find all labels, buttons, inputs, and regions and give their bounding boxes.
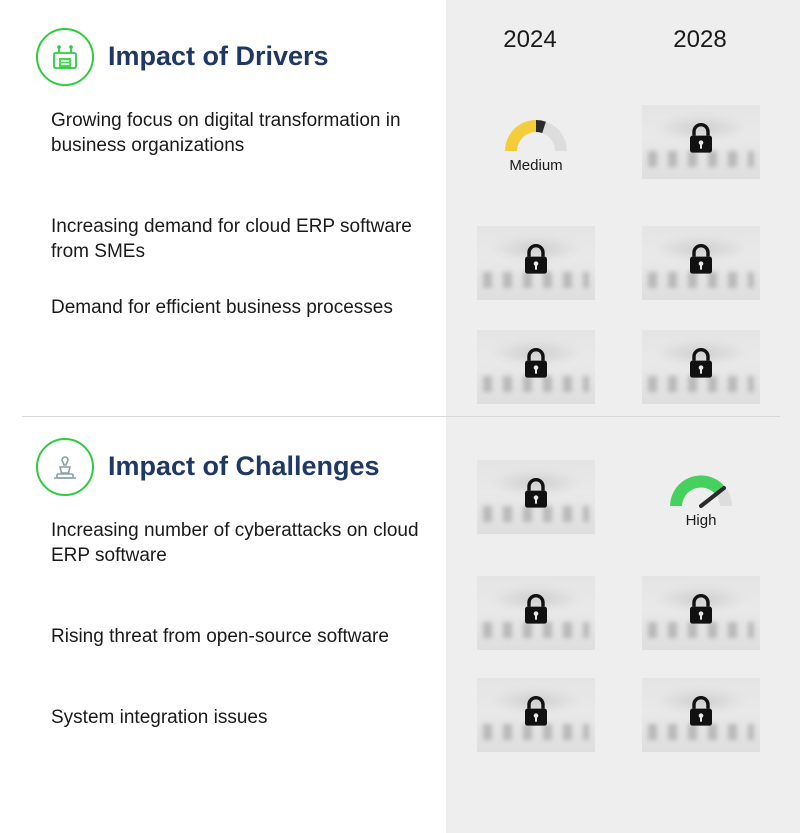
cell-challenges-2-2028 [642,576,760,650]
locked-placeholder [642,330,760,404]
section-title-drivers: Impact of Drivers [108,41,329,72]
locked-placeholder [477,678,595,752]
cell-challenges-1-2024 [477,460,595,534]
lock-icon [642,592,760,633]
driver-item-2: Increasing demand for cloud ERP software from SMEs [51,216,412,263]
cell-challenges-1-2028 [642,460,760,534]
gauge-high [642,460,760,534]
challenge-item-1: Increasing number of cyberattacks on cloud ERP software [51,520,419,567]
locked-placeholder [642,226,760,300]
locked-placeholder [477,576,595,650]
locked-placeholder [477,460,595,534]
challenge-item-3: System integration issues [51,707,268,728]
locked-placeholder [642,576,760,650]
lock-icon [642,346,760,387]
cell-challenges-2-2024 [477,576,595,650]
cell-drivers-2-2024 [477,226,595,300]
cell-drivers-3-2024 [477,330,595,404]
lock-icon [477,592,595,633]
lock-icon [477,476,595,517]
section-header-drivers [36,28,329,86]
cell-drivers-3-2028 [642,330,760,404]
cell-challenges-3-2028 [642,678,760,752]
cell-drivers-1-2024 [477,105,595,179]
gauge-medium [477,105,595,179]
section-header-challenges [36,438,380,496]
cell-drivers-2-2028 [642,226,760,300]
lock-icon [642,121,760,162]
cell-drivers-1-2028 [642,105,760,179]
lock-icon [477,242,595,283]
column-header-2028: 2028 [673,26,727,53]
column-header-2024: 2024 [503,26,557,53]
challenge-item-2: Rising threat from open-source software [51,626,389,647]
factory-digital-icon [36,28,94,86]
chess-strategy-icon [36,438,94,496]
lock-icon [642,242,760,283]
lock-icon [477,346,595,387]
lock-icon [642,694,760,735]
driver-item-1: Growing focus on digital transformation in business organizations [51,110,401,157]
lock-icon [477,694,595,735]
gauge-label-high: High [685,512,717,529]
locked-placeholder [477,226,595,300]
locked-placeholder [477,330,595,404]
section-title-challenges: Impact of Challenges [108,451,380,482]
cell-challenges-3-2024 [477,678,595,752]
gauge-label-medium: Medium [509,157,563,174]
locked-placeholder [642,105,760,179]
driver-item-3: Demand for efficient business processes [51,297,393,318]
section-divider [22,416,780,417]
locked-placeholder [642,678,760,752]
